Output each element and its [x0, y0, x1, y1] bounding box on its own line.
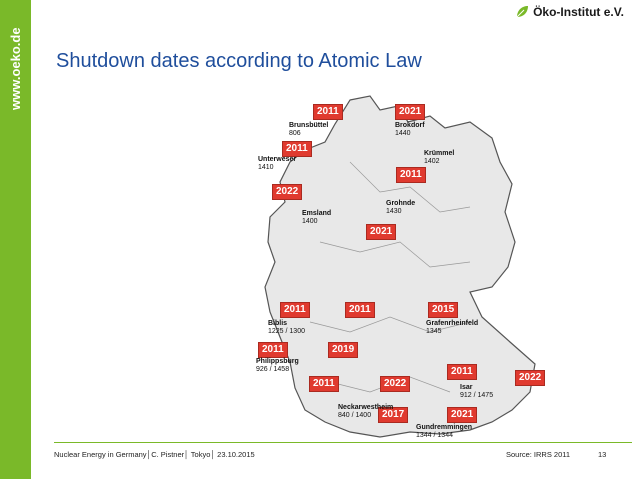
year-badge: 2011 [258, 342, 288, 358]
website-url[interactable]: www.oeko.de [8, 27, 23, 110]
plant-label: Isar 912 / 1475 [460, 384, 494, 399]
year-badge: 2022 [515, 370, 545, 386]
year-badge: 2021 [447, 407, 477, 423]
page-title: Shutdown dates according to Atomic Law [56, 50, 422, 72]
plant-label: Neckarwestheim 840 / 1400 [338, 404, 394, 419]
plant-label: Brokdorf 1440 [395, 122, 425, 137]
plant-label: Brunsbüttel 806 [289, 122, 329, 137]
plant-label: Gundremmingen 1344 / 1344 [416, 424, 473, 439]
plant-label: Emsland 1400 [302, 210, 332, 225]
year-badge: 2015 [428, 302, 458, 318]
plant-label: Biblis 1225 / 1300 [268, 320, 305, 335]
year-badge: 2011 [396, 167, 426, 183]
page-number: 13 [598, 450, 607, 459]
plant-label: Grohnde 1430 [386, 200, 416, 215]
year-badge: 2021 [366, 224, 396, 240]
year-badge: 2017 [378, 407, 408, 423]
plant-label: Unterweser 1410 [258, 156, 297, 171]
plant-label: Philippsburg 926 / 1458 [256, 358, 299, 373]
leaf-icon [515, 5, 529, 19]
year-badge: 2011 [280, 302, 310, 318]
footer-source: Source: IRRS 2011 [506, 450, 571, 459]
footer-credit: Nuclear Energy in Germany│C. Pistner│ Tokyo│ 23.10.2015 [54, 450, 255, 459]
year-badge: 2019 [328, 342, 358, 358]
year-badge: 2011 [313, 104, 343, 120]
year-badge: 2022 [380, 376, 410, 392]
footer-divider [54, 442, 632, 443]
year-badge: 2021 [395, 104, 425, 120]
year-badge: 2011 [447, 364, 477, 380]
plant-label: Krümmel 1402 [424, 150, 455, 165]
year-badge: 2011 [309, 376, 339, 392]
year-badge: 2011 [282, 141, 312, 157]
year-badge: 2022 [272, 184, 302, 200]
logo-text: Öko-Institut e.V. [533, 5, 624, 19]
oeko-logo [515, 2, 624, 22]
sidebar-stripe [0, 0, 31, 479]
plant-label: Grafenrheinfeld 1345 [426, 320, 479, 335]
year-badge: 2011 [345, 302, 375, 318]
